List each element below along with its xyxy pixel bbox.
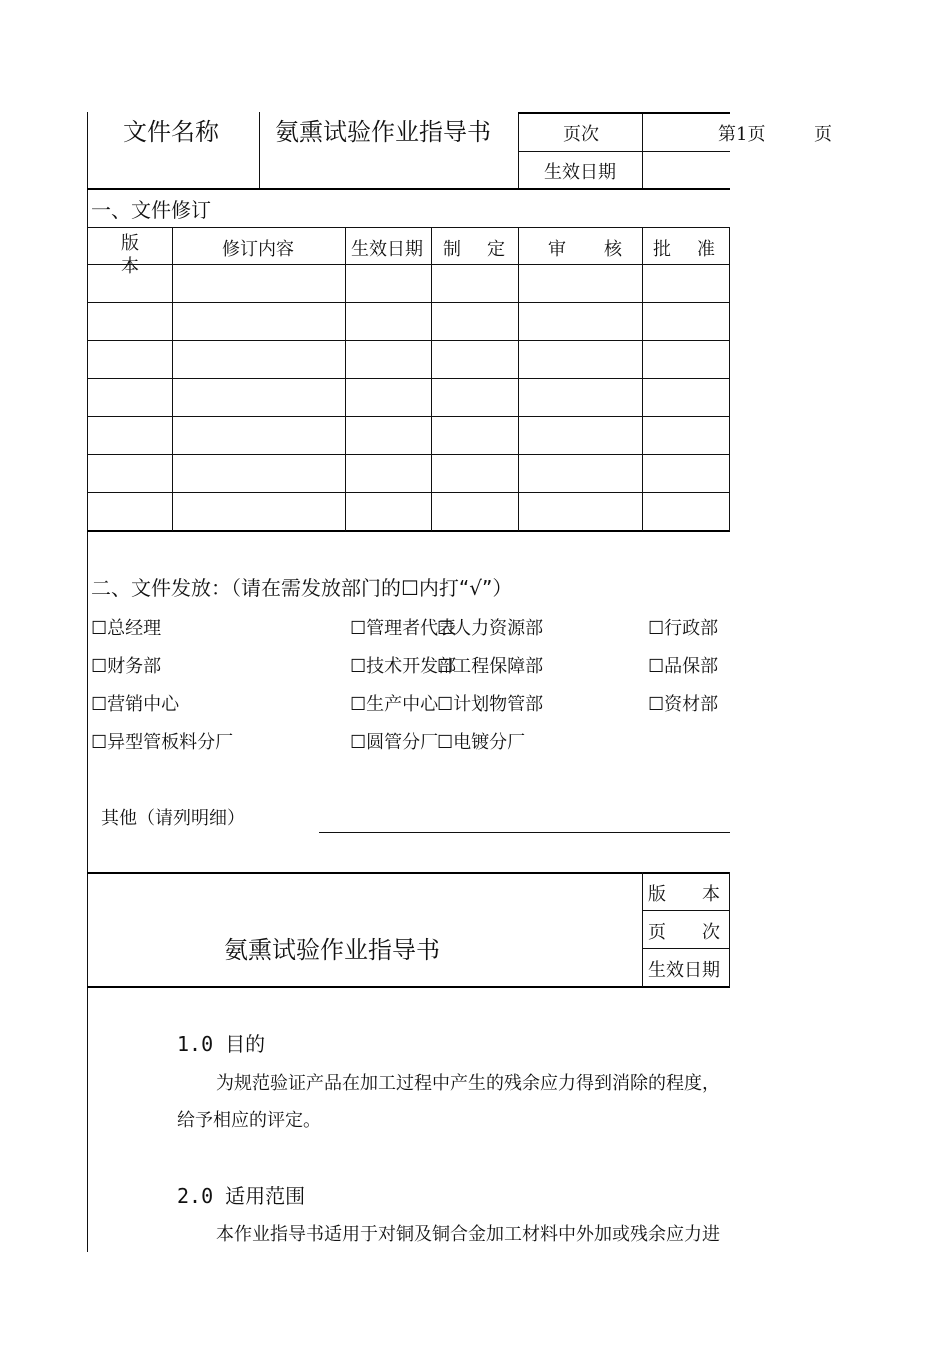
section-1-heading: 1.0 目的: [177, 1032, 266, 1056]
distribution-section-title: 二、文件发放：（请在需发放部门的☐内打“√”）: [91, 576, 513, 600]
dept-admin-checkbox[interactable]: ☐行政部: [648, 618, 719, 639]
col-header-effective-date: 生效日期: [351, 239, 423, 260]
second-header-right-line: [729, 872, 730, 987]
header-divider-1: [259, 112, 260, 189]
section-2-text-line-1: 本作业指导书适用于对铜及铜合金加工材料中外加或残余应力进: [216, 1224, 720, 1245]
dept-general-manager-checkbox[interactable]: ☐总经理: [91, 618, 162, 639]
section-1-text-line-2: 给予相应的评定。: [177, 1110, 321, 1131]
rev-table-line: [87, 530, 730, 532]
doc-title: 氨熏试验作业指导书: [275, 118, 491, 146]
left-margin-line: [87, 112, 88, 1252]
dept-qa-checkbox[interactable]: ☐品保部: [648, 656, 719, 677]
dept-tech-dev-checkbox[interactable]: ☐技术开发部: [350, 656, 457, 677]
dept-production-checkbox[interactable]: ☐生产中心: [350, 694, 439, 715]
header-bottom-line: [87, 188, 730, 190]
col-header-content: 修订内容: [222, 239, 294, 260]
rev-table-line: [87, 227, 730, 228]
second-header-date-label: 生效日期: [648, 960, 720, 981]
col-header-approved: 批 准: [653, 239, 719, 260]
dept-materials-checkbox[interactable]: ☐资材部: [648, 694, 719, 715]
dept-engineering-checkbox[interactable]: ☐工程保障部: [437, 656, 544, 677]
section-1-text-line-1: 为规范验证产品在加工过程中产生的残余应力得到消除的程度，: [216, 1073, 720, 1094]
page-label: 页次: [563, 124, 599, 145]
second-header-page-label: 页 次: [648, 922, 720, 943]
second-header-top-line: [87, 872, 730, 874]
second-header-divider: [642, 872, 643, 987]
effective-date-label: 生效日期: [544, 162, 616, 183]
rev-table-col-line: [345, 227, 346, 531]
dept-plating-plant-checkbox[interactable]: ☐电镀分厂: [437, 732, 526, 753]
other-fill-line[interactable]: [319, 832, 730, 833]
col-header-prepared: 制 定: [443, 239, 509, 260]
rev-table-line: [87, 264, 730, 265]
second-header-title: 氨熏试验作业指导书: [224, 936, 440, 964]
rev-table-col-line: [172, 227, 173, 531]
dept-special-tube-plant-checkbox[interactable]: ☐异型管板料分厂: [91, 732, 234, 753]
dept-hr-checkbox[interactable]: ☐人力资源部: [437, 618, 544, 639]
rev-table-line: [87, 454, 730, 455]
second-header-row-line: [642, 948, 730, 949]
rev-table-col-line: [431, 227, 432, 531]
rev-table-line: [87, 378, 730, 379]
rev-table-col-line: [642, 227, 643, 531]
col-header-version-bottom: 本: [121, 256, 139, 277]
dept-marketing-checkbox[interactable]: ☐营销中心: [91, 694, 180, 715]
rev-table-col-line: [729, 227, 730, 531]
second-header-version-label: 版 本: [648, 884, 720, 905]
rev-table-line: [87, 416, 730, 417]
section-2-heading: 2.0 适用范围: [177, 1184, 306, 1208]
second-header-bottom-line: [87, 986, 730, 988]
other-label: 其他（请列明细）: [101, 808, 245, 829]
second-header-row-line: [642, 910, 730, 911]
page-value-1: 第1页: [718, 124, 766, 145]
dept-finance-checkbox[interactable]: ☐财务部: [91, 656, 162, 677]
rev-table-line: [87, 302, 730, 303]
page-value-2: 页: [814, 124, 832, 145]
doc-name-label: 文件名称: [123, 118, 219, 146]
dept-round-tube-plant-checkbox[interactable]: ☐圆管分厂: [350, 732, 439, 753]
revision-section-title: 一、文件修订: [91, 198, 211, 222]
header-mid-line: [518, 151, 730, 152]
rev-table-line: [87, 340, 730, 341]
rev-table-line: [87, 492, 730, 493]
rev-table-col-line: [518, 227, 519, 531]
col-header-version-top: 版: [121, 233, 139, 254]
header-top-line: [518, 112, 730, 114]
dept-management-rep-checkbox[interactable]: ☐管理者代表: [350, 618, 457, 639]
col-header-reviewed: 审 核: [548, 239, 632, 260]
dept-planning-checkbox[interactable]: ☐计划物管部: [437, 694, 544, 715]
